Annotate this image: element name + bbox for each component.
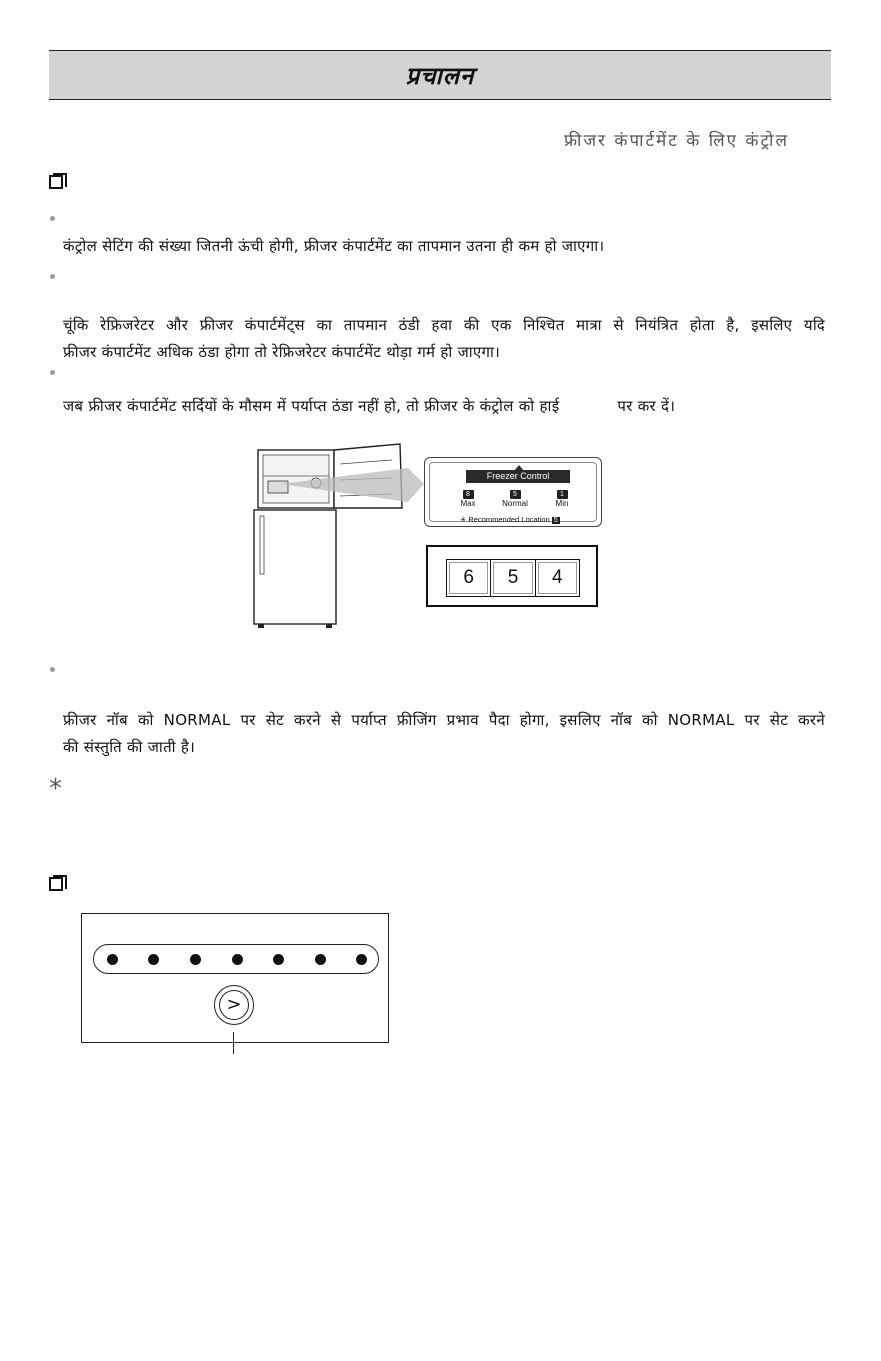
paragraph-3-part-1: जब फ्रीजर कंपार्टमेंट सर्दियों के मौसम में पर्याप्त ठंडा नहीं हो, तो फ्रीजर के कंट्रोल को हाई [63, 397, 560, 415]
freezer-control-title: Freezer Control [466, 470, 570, 483]
note-asterisk: * [49, 774, 62, 804]
led-control-panel [81, 913, 389, 1043]
dial-value: 4 [536, 560, 579, 596]
paragraph-3 [63, 393, 825, 420]
bullet-icon [50, 274, 55, 279]
led-dot-icon [232, 954, 243, 965]
paragraph-4-line-2: की संस्तुति की जाती है। [63, 738, 196, 756]
dial-value: 5 [491, 560, 535, 596]
led-dot-icon [356, 954, 367, 965]
level-max: 8 Max [460, 491, 476, 508]
level-min: 1 Min [555, 491, 569, 508]
paragraph-1: कंट्रोल सेटिंग की संख्या जितनी ऊंची होगी, फ्रीजर कंपार्टमेंट का तापमान उतना ही कम हो जाएगा। [63, 237, 605, 255]
dial-window [426, 545, 598, 607]
level-normal: 5 Normal [502, 491, 528, 508]
dial-value: 6 [447, 560, 491, 596]
led-dot-icon [148, 954, 159, 965]
refrigerator-illustration [240, 436, 430, 632]
led-dot-icon [107, 954, 118, 965]
recommended-location: ✳ Recommended Location 5 [460, 515, 558, 524]
bullet-icon [50, 667, 55, 672]
led-dot-icon [315, 954, 326, 965]
bullet-icon [50, 370, 55, 375]
paragraph-2-line-2: फ्रीजर कंपार्टमेंट अधिक ठंडा होगा तो रेफ्रिजरेटर कंपार्टमेंट थोड़ा गर्म हो जाएगा। [63, 343, 501, 361]
section-checkbox-icon [49, 175, 63, 189]
section-checkbox-icon [49, 877, 63, 891]
header-bar [49, 50, 831, 100]
paragraph-2-line-1: चूंकि रेफ्रिजरेटर और फ्रीजर कंपार्टमेंट्स का तापमान ठंडी हवा की एक निश्चित मात्रा से नियंत्रित होता है, इसलिए यदि [63, 316, 825, 334]
led-dot-icon [190, 954, 201, 965]
paragraph-3-part-2: पर कर दें। [617, 397, 676, 415]
led-dot-icon [273, 954, 284, 965]
paragraph-4-line-1: फ्रीजर नॉब को NORMAL पर सेट करने से पर्याप्त फ्रीजिंग प्रभाव पैदा होगा, इसलिए नॉब को NORMAL पर सेट करने [63, 711, 825, 729]
page-title: प्रचालन [405, 62, 475, 90]
chevron-right-icon: > [219, 990, 249, 1020]
leader-line [233, 1032, 234, 1054]
section-title: फ्रीजर कंपार्टमेंट के लिए कंट्रोल [563, 131, 789, 151]
bullet-icon [50, 216, 55, 221]
freezer-control-panel [424, 457, 602, 527]
control-knob-button[interactable] [214, 985, 254, 1025]
led-indicator-bar [93, 944, 379, 974]
